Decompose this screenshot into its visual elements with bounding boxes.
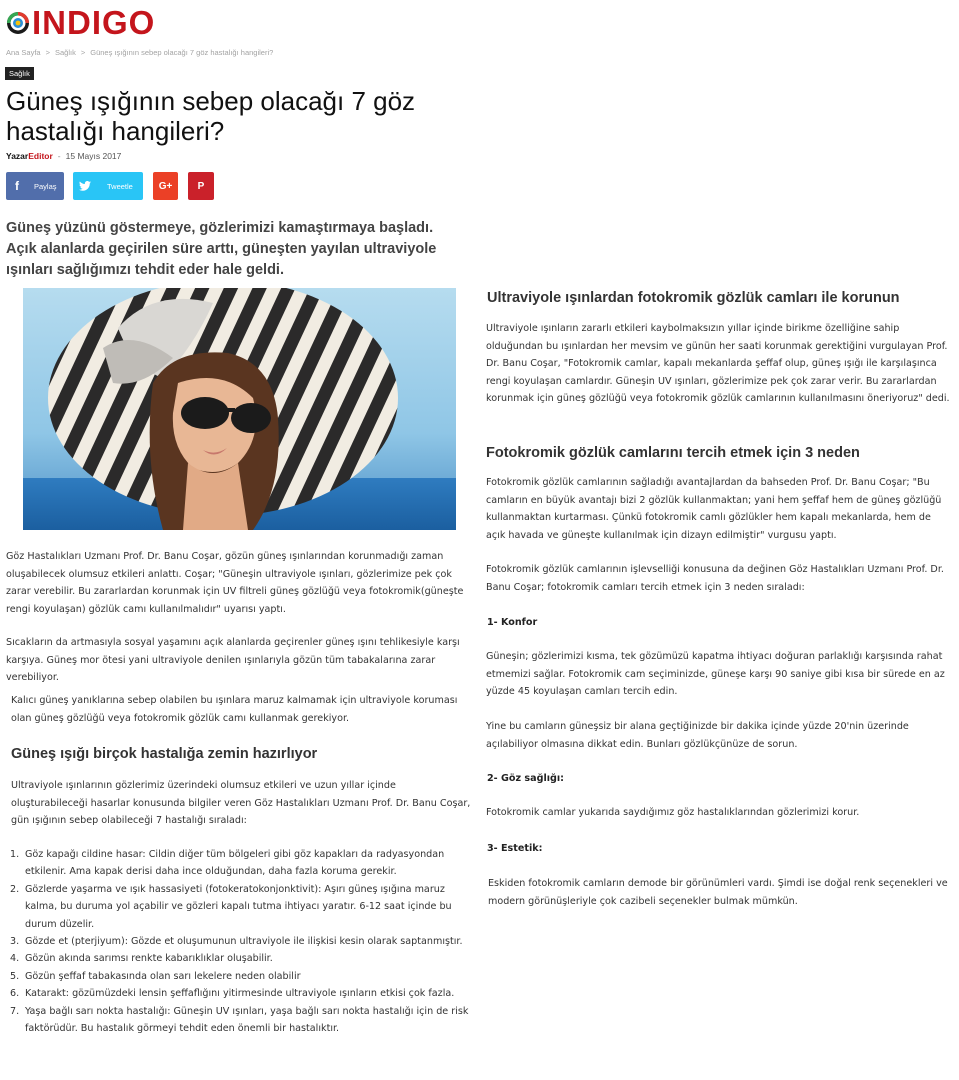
list-item xyxy=(10,1003,472,1038)
disease-list xyxy=(10,846,472,1037)
section-heading: Güneş ışığı birçok hastalığa zemin hazırlıyor xyxy=(11,746,318,762)
list-item-text: Katarakt: gözümüzdeki lensin şeffaflığını yitirmesinde ultraviyole ışınların etkisi çok fazla. xyxy=(25,988,455,1000)
list-item-number: 4. xyxy=(10,953,20,965)
list-item-number: 3. xyxy=(10,936,20,948)
pinterest-icon: P xyxy=(197,180,205,192)
share-facebook-label: Paylaş xyxy=(34,181,57,191)
list-item-number: 6. xyxy=(10,988,20,1000)
paragraph: Göz Hastalıkları Uzmanı Prof. Dr. Banu Coşar, gözün güneş ışınlarından korunmadığı zaman oluşabilecek olumsuz etkileri anlattı. Coşar; "Güneşin ultraviyole ışınları, gözlerimize pek çok zarar verebilir. Bu zararlardan korunmak için UV filtreli güneş gözlüğü veya fotokromik(güneşte rengi koyulaşan) gözlük camı kullanılmalıdır" uyarısı yaptı. xyxy=(6,551,464,615)
logo-text: INDIGO xyxy=(32,4,156,41)
list-item-number: 2. xyxy=(10,883,20,895)
list-item-text: Gözde et (pterjiyum): Gözde et oluşumunun ultraviyole ile ilişkisi kesin olarak saptanmıştır. xyxy=(25,936,463,948)
breadcrumb-category[interactable]: Sağlık xyxy=(55,48,76,57)
paragraph: Fotokromik gözlük camlarının sağladığı avantajlardan da bahseden Prof. Dr. Banu Coşar; "Bu camların en büyük avantajı bizi 2 gözlük kullanmaktan; yani hem şeffaf hem de güneş gözlüğü kullanmaktan kurtarması. Çünkü fotokromik camlı gözlükler hem kapalı mekanlarda, hem de açık havada ve güneşte kullanılmak için dizayn edilmiştir" vurgusu yaptı. xyxy=(486,477,942,541)
article-title: Güneş ışığının sebep olacağı 7 göz hastalığı hangileri? xyxy=(6,86,416,146)
list-item-text: Göz kapağı cildine hasar: Cildin diğer tüm bölgeleri gibi göz kapakları da radyasyondan etkilenir. Ama kapak derisi daha ince olduğundan, daha fazla koruma gerekir. xyxy=(25,849,445,878)
section-heading: Ultraviyole ışınlardan fotokromik gözlük camları ile korunun xyxy=(487,290,900,306)
meta-dash: - xyxy=(57,151,61,161)
paragraph: Fotokromik camlar yukarıda saydığımız göz hastalıklarından gözlerimizi korur. xyxy=(486,807,860,818)
share-twitter-label: Tweetle xyxy=(107,181,133,191)
paragraph: Yine bu camların güneşsiz bir alana geçtiğinizde bir dakika içinde yüzde 20'nin üzerinde açılabiliyor olmasına dikkat edin. Bunları gözlükçünüze de sorun. xyxy=(486,721,909,750)
list-item xyxy=(10,950,472,967)
breadcrumb xyxy=(6,48,273,57)
breadcrumb-separator: > xyxy=(45,48,50,57)
paragraph: Eskiden fotokromik camların demode bir görünümleri vardı. Şimdi ise doğal renk seçenekleri ve modern görünüşleriyle çok cazibeli seçenekler bulmak mümkün. xyxy=(488,878,948,907)
facebook-icon: f xyxy=(15,179,19,193)
list-item xyxy=(10,968,472,985)
list-item-text: Gözlerde yaşarma ve ışık hassasiyeti (fotokeratokonjonktivit): Aşırı güneş ışığına maruz kalma, bu duruma yol açabilir ve gözleri kapalı tutma ihtiyacı yaratır. 6-12 saat içinde bu durum düzelir. xyxy=(25,883,452,930)
paragraph: Ultraviyole ışınlarının gözlerimiz üzerindeki olumsuz etkileri ve uzun yıllar içinde oluşturabileceği hasarlar konusunda bilgiler veren Göz Hastalıkları Uzmanı Prof. Dr. Banu Coşar, gün ışığının sebep olabileceği 7 hastalığı sıraladı: xyxy=(11,780,471,826)
woman-sun-hat-photo-icon xyxy=(23,288,456,530)
breadcrumb-separator: > xyxy=(80,48,86,57)
list-item xyxy=(10,846,472,881)
list-item-text: Yaşa bağlı sarı nokta hastalığı: Güneşin UV ışınları, yaşa bağlı sarı nokta hastalığı için de risk faktörüdür. Bu hastalık görmeyi tehdit eden önemli bir hastalıktır. xyxy=(25,1005,469,1035)
reason-title-eye-health: 2- Göz sağlığı: xyxy=(487,773,565,784)
aperture-icon xyxy=(6,11,30,35)
article-date: 15 Mayıs 2017 xyxy=(65,151,122,161)
list-item xyxy=(10,933,472,950)
list-item-text: Gözün akında sarımsı renkte kabarıklıklar oluşabilir. xyxy=(25,953,273,965)
paragraph: Güneşin; gözlerimizi kısma, tek gözümüzü kapatma ihtiyacı doğuran parlaklığı karşısında rahat etmemizi sağlar. Fotokromik cam seçiminizde, güneşe karşı 90 saniye gibi kısa bir sürede en az yüzde 45 koyulaşan camları tercih edin. xyxy=(486,651,945,697)
twitter-icon xyxy=(73,181,97,191)
share-twitter-button[interactable] xyxy=(73,172,143,200)
author-name[interactable]: Editor xyxy=(28,151,53,161)
list-item-number: 7. xyxy=(10,1005,20,1017)
article-image xyxy=(23,288,456,530)
site-logo[interactable] xyxy=(6,6,155,40)
paragraph: Kalıcı güneş yanıklarına sebep olabilen bu ışınlara maruz kalmamak için ultraviyole koruması olan güneş gözlüğü veya fotokromik gözlük camı kullanmak gerekiyor. xyxy=(11,695,458,724)
article-meta xyxy=(6,151,121,161)
list-item xyxy=(10,881,472,933)
breadcrumb-home[interactable]: Ana Sayfa xyxy=(6,48,41,57)
article-lead: Güneş yüzünü göstermeye, gözlerimizi kamaştırmaya başladı. Açık alanlarda geçirilen süre arttı, güneşten yayılan ultraviyole ışınları sağlığımızı tehdit eder hale geldi. xyxy=(6,220,437,278)
share-googleplus-button[interactable] xyxy=(153,172,178,200)
paragraph: Ultraviyole ışınların zararlı etkileri kaybolmaksızın yıllar içinde birikme özelliğine sahip olduğundan bu ışınlardan her mevsim ve günün her saati korunmak gerektiğini vurgulayan Prof. Dr. Banu Coşar, "Fotokromik camlar, kapalı mekanlarda şeffaf olup, güneş ışığı ile karşılaşınca rengi koyulaşan camlardır. Güneşin UV ışınları, gözlerimize pek çok zarar verir. Bu zararlardan korunmak için güneş gözlüğü veya fotokromik gözlük camlarının kullanılmasını öneriyoruz" dedi. xyxy=(486,323,950,404)
list-item xyxy=(10,985,472,1002)
reason-title-aesthetics: 3- Estetik: xyxy=(487,843,543,854)
share-facebook-button[interactable] xyxy=(6,172,64,200)
googleplus-icon: G+ xyxy=(158,180,173,192)
paragraph: Fotokromik gözlük camlarının işlevselliği konusuna da değinen Göz Hastalıkları Uzmanı Prof. Dr. Banu Coşar; fotokromik camları tercih etmek için 3 neden sıraladı: xyxy=(486,564,944,593)
breadcrumb-current[interactable]: Güneş ışığının sebep olacağı 7 göz hastalığı hangileri? xyxy=(90,48,274,57)
paragraph: Sıcakların da artmasıyla sosyal yaşamını açık alanlarda geçirenler güneş ışını tehlikesiyle karşı karşıya. Güneş mor ötesi yani ultraviyole denilen ışınlarıyla gözün tüm tabakalarına zarar verebiliyor. xyxy=(6,637,460,683)
category-badge[interactable]: Sağlık xyxy=(5,67,34,80)
list-item-text: Gözün şeffaf tabakasında olan sarı lekelere neden olabilir xyxy=(25,970,301,982)
share-pinterest-button[interactable] xyxy=(188,172,214,200)
list-item-number: 5. xyxy=(10,970,20,982)
list-item-number: 1. xyxy=(10,849,20,860)
author-label: Yazar xyxy=(6,151,29,161)
reason-title-comfort: 1- Konfor xyxy=(487,617,538,628)
section-heading: Fotokromik gözlük camlarını tercih etmek için 3 neden xyxy=(486,445,860,461)
